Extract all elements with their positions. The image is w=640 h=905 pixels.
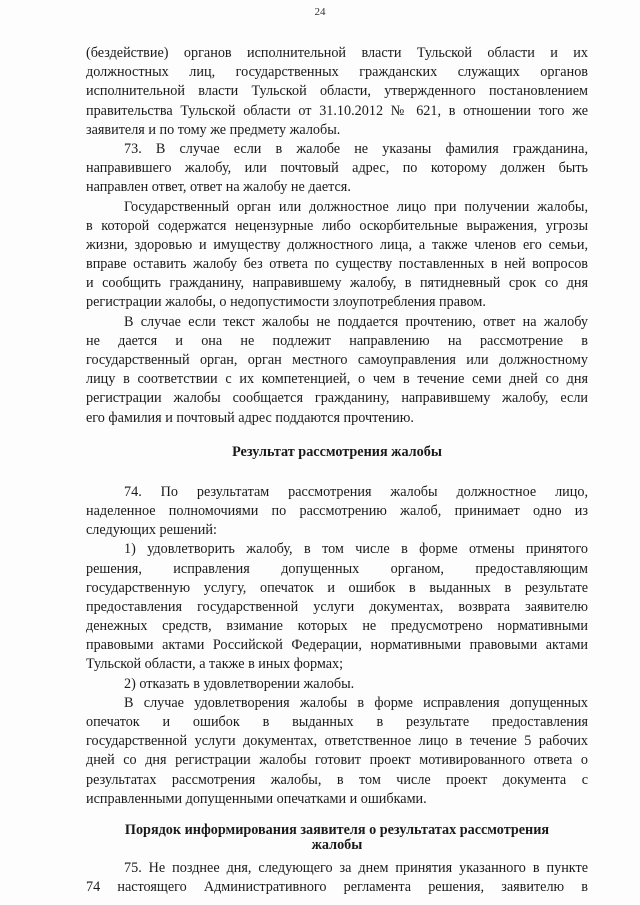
text-line: вправе оставить жалобу без ответа по существу поставленных в ней вопросов: [86, 256, 588, 273]
text-line: правовыми актами Российской Федерации, нормативными правовыми актами: [86, 637, 588, 654]
text-line: исполнительной власти Тульской области, утвержденного постановлением: [86, 83, 588, 100]
text-line: Государственный орган или должностное лицо при получении жалобы,: [124, 198, 588, 215]
text-line: государственный орган, орган местного самоуправления или должностному: [86, 352, 588, 368]
text-line: Тульской области, а также в иных формах;: [86, 656, 344, 673]
heading-line: жалобы: [311, 836, 363, 853]
text-line: жизни, здоровью и имуществу должностного лица, а также членов его семьи,: [86, 236, 588, 253]
text-line: направившего жалобу, или почтовый адрес, по которому должен быть: [86, 160, 588, 177]
text-line: 74. По результатам рассмотрения жалобы должностное лицо,: [124, 483, 588, 500]
paragraph-block-3: [86, 859, 588, 897]
text-line: заявителя и по тому же предмету жалобы.: [86, 121, 341, 138]
text-line: 74 настоящего Административного регламента решения, заявителю в: [86, 879, 588, 896]
text-line: исправленными допущенными опечатками и ошибками.: [86, 790, 427, 807]
text-line: и сообщить гражданину, направившему жалобу, в пятидневный срок со дня: [86, 275, 588, 292]
text-line: дней со дня регистрации жалобы готовит проект мотивированного ответа о: [86, 752, 588, 769]
text-line: решения, исправления допущенных органом, предоставляющим: [86, 560, 588, 577]
text-line: лицу в соответствии с их компетенцией, о чем в течение семи дней со дня: [86, 371, 588, 388]
text-line: 75. Не позднее дня, следующего за днем принятия указанного в пункте: [124, 859, 588, 876]
text-line: государственную услугу, опечаток и ошибок в выданных в результате: [86, 579, 588, 596]
text-line: не дается и она не подлежит направлению на рассмотрение в: [86, 332, 588, 349]
paragraph-block-1: [86, 44, 588, 428]
text-line: (бездействие) органов исполнительной власти Тульской области и их: [86, 45, 588, 61]
text-line: в которой содержатся нецензурные либо оскорбительные выражения, угрозы: [86, 217, 588, 234]
text-line: его фамилия и почтовый адрес поддаются прочтению.: [86, 409, 414, 426]
text-line: следующих решений:: [86, 522, 217, 539]
text-line: должностных лиц, государственных гражданских служащих органов: [86, 64, 588, 81]
page-number: 24: [314, 6, 326, 18]
text-line: В случае если текст жалобы не поддается прочтению, ответ на жалобу: [124, 313, 588, 330]
paragraph-block-2: [86, 483, 588, 809]
page-body: [86, 44, 588, 897]
text-line: 1) удовлетворить жалобу, в том числе в форме отмены принятого: [124, 541, 588, 558]
heading-line: Порядок информирования заявителя о результатах рассмотрения: [124, 821, 550, 838]
section-heading-result: Результат рассмотрения жалобы: [232, 443, 442, 460]
section-heading-informing: [86, 823, 588, 853]
text-line: В случае удовлетворения жалобы в форме исправления допущенных: [124, 694, 588, 711]
text-line: предоставления государственной услуги документах, возврата заявителю: [86, 598, 588, 615]
text-line: денежных средств, взимание которых не предусмотрено нормативными: [86, 618, 588, 635]
text-line: государственной услуги документах, ответственное лицо в течение 5 рабочих: [86, 733, 588, 750]
text-line: регистрации жалобы сообщается гражданину, направившему жалобу, если: [86, 390, 588, 407]
text-line: правительства Тульской области от 31.10.2012 № 621, в отношении того же: [86, 102, 588, 119]
text-line: опечаток и ошибок в выданных в результате предоставления: [86, 714, 588, 730]
text-line: 2) отказать в удовлетворении жалобы.: [124, 675, 355, 692]
text-line: регистрации жалобы, о недопустимости злоупотребления правом.: [86, 294, 486, 311]
text-line: наделенное полномочиями по рассмотрению жалоб, принимает одно из: [86, 502, 588, 519]
text-line: 73. В случае если в жалобе не указаны фамилия гражданина,: [124, 140, 588, 157]
text-line: направлен ответ, ответ на жалобу не дается.: [86, 179, 351, 196]
text-line: результатах рассмотрения жалобы, в том числе проект документа с: [86, 771, 588, 788]
